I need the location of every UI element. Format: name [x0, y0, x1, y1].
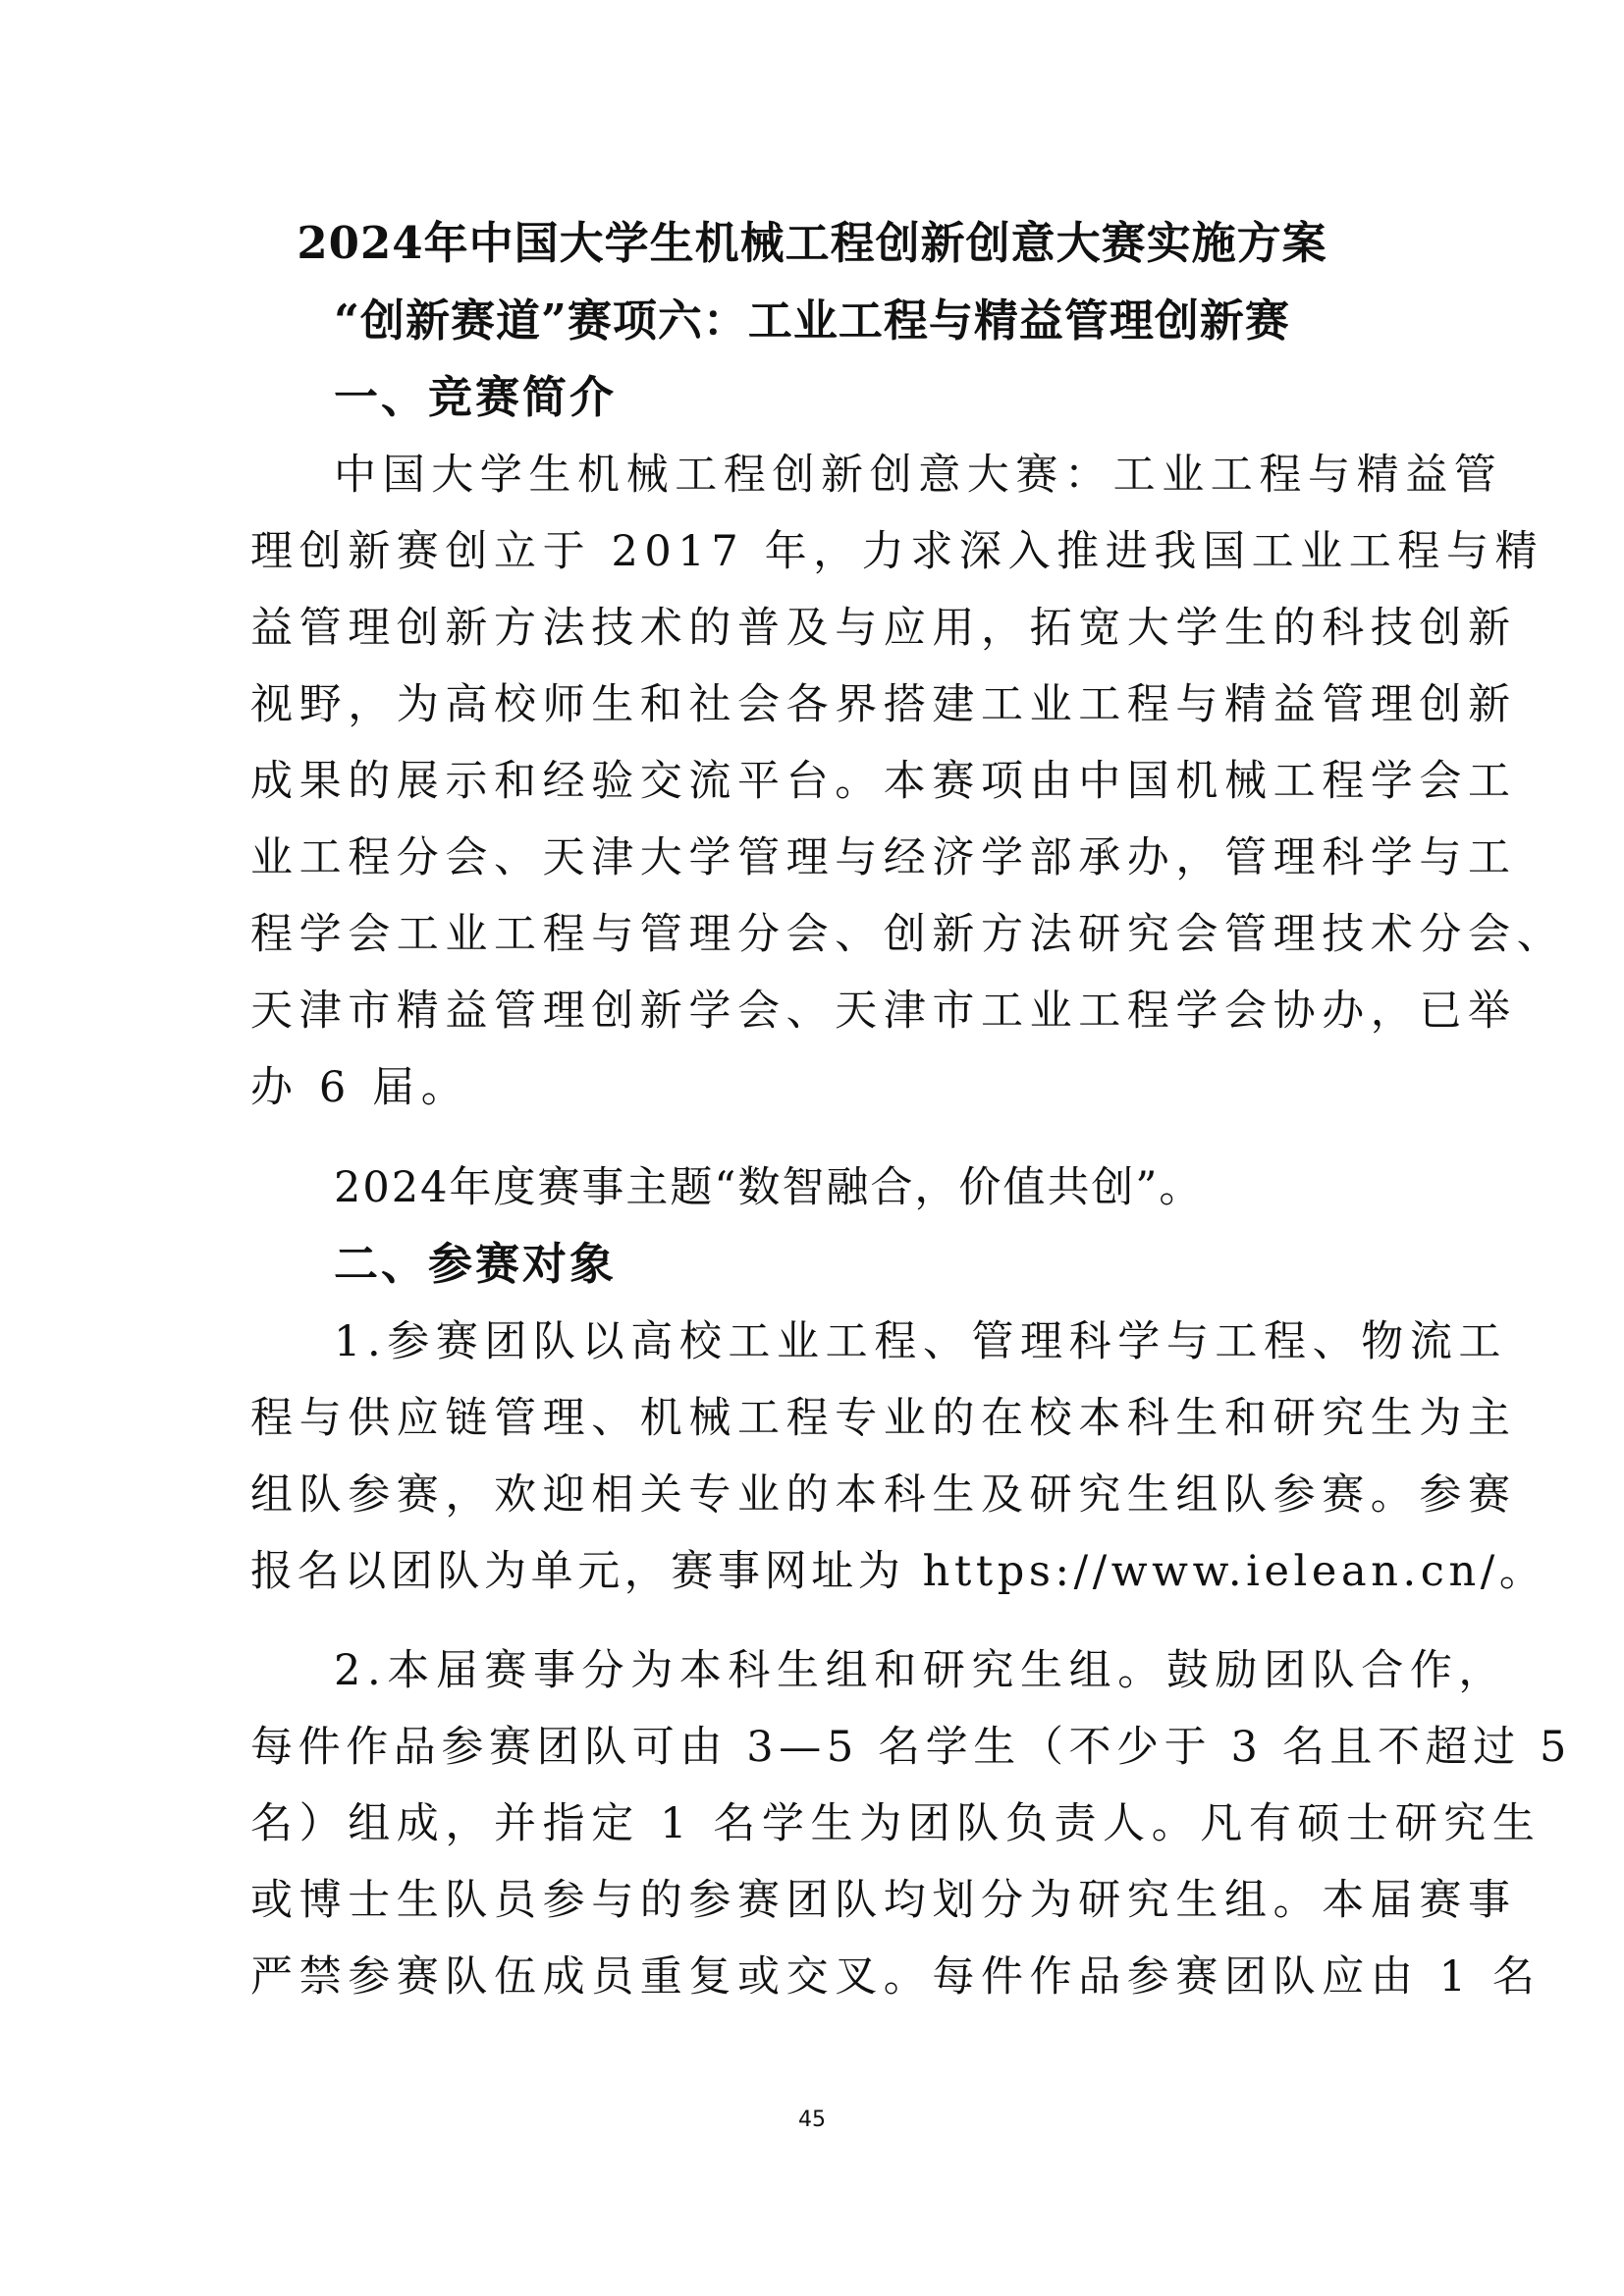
paragraph-line: 报名以团队为单元，赛事网址为 https://www.ielean.cn/。 [250, 1547, 1546, 1596]
paragraph-line: 程与供应链管理、机械工程专业的在校本科生和研究生为主 [250, 1394, 1517, 1443]
section-heading-participants: 二、参赛对象 [334, 1238, 618, 1290]
paragraph-line: 中国大学生机械工程创新创意大赛：工业工程与精益管 [334, 451, 1503, 500]
paragraph-line: 组队参赛，欢迎相关专业的本科生及研究生组队参赛。参赛 [250, 1470, 1517, 1520]
theme-paragraph: 2024年度赛事主题“数智融合，价值共创”。 [334, 1163, 1204, 1212]
page-number: 45 [798, 2108, 826, 2132]
paragraph-line: 严禁参赛队伍成员重复或交叉。每件作品参赛团队应由 1 名 [250, 1952, 1542, 2002]
paragraph-line: 益管理创新方法技术的普及与应用，拓宽大学生的科技创新 [250, 604, 1517, 653]
paragraph-line: 业工程分会、天津大学管理与经济学部承办，管理科学与工 [250, 833, 1517, 882]
paragraph-line: 或博士生队员参与的参赛团队均划分为研究生组。本届赛事 [250, 1876, 1517, 1925]
paragraph-line: 1.参赛团队以高校工业工程、管理科学与工程、物流工 [334, 1317, 1508, 1366]
paragraph-line: 程学会工业工程与管理分会、创新方法研究会管理技术分会、 [250, 910, 1566, 959]
paragraph-line: 办 6 届。 [250, 1063, 470, 1112]
section-heading-introduction: 一、竞赛简介 [334, 371, 618, 423]
paragraph-line: 成果的展示和经验交流平台。本赛项由中国机械工程学会工 [250, 757, 1517, 806]
document-subtitle: “创新赛道”赛项六：工业工程与精益管理创新赛 [334, 294, 1290, 347]
paragraph-line: 理创新赛创立于 2017 年，力求深入推进我国工业工程与精 [250, 527, 1544, 576]
paragraph-line: 视野，为高校师生和社会各界搭建工业工程与精益管理创新 [250, 680, 1517, 729]
paragraph-line: 名）组成，并指定 1 名学生为团队负责人。凡有硕士研究生 [250, 1799, 1542, 1848]
document-title: 2024年中国大学生机械工程创新创意大赛实施方案 [297, 217, 1327, 269]
paragraph-line: 2.本届赛事分为本科生组和研究生组。鼓励团队合作， [334, 1646, 1508, 1695]
paragraph-line: 每件作品参赛团队可由 3—5 名学生（不少于 3 名且不超过 5 [250, 1723, 1572, 1772]
paragraph-line: 天津市精益管理创新学会、天津市工业工程学会协办，已举 [250, 987, 1517, 1036]
